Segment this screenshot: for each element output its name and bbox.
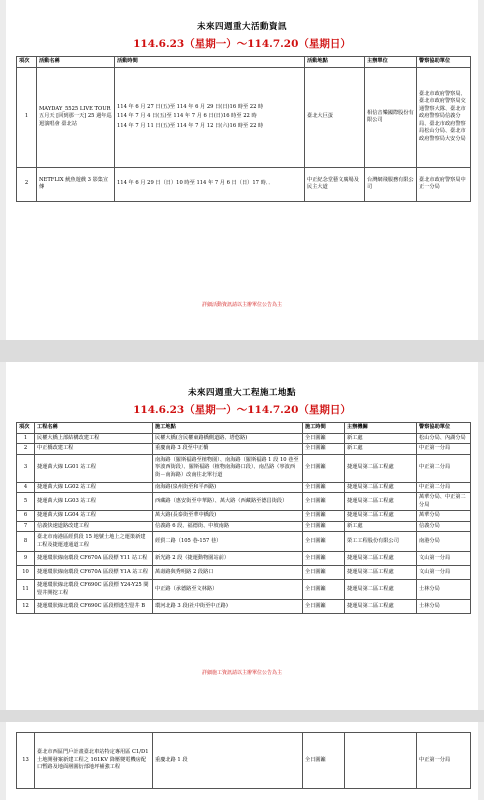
table-row: [17, 454, 471, 482]
works-table-body: [17, 433, 471, 614]
event-name: NETFLIX 魷魚遊戲 3 影集宣傳: [37, 167, 115, 201]
work-name: 捷運萬大線 LG01 站工程: [35, 454, 153, 482]
work-name: 中正橋改建工程: [35, 444, 153, 455]
work-organizer: 榮工工程股份有限公司: [345, 532, 417, 552]
work-name: 捷運萬大線 LG04 站工程: [35, 511, 153, 522]
work-police: 萬華分局: [417, 511, 471, 522]
header-cell: 警察協助單位: [417, 57, 471, 68]
row-number: 5: [17, 493, 35, 511]
header-cell: 項次: [17, 423, 35, 434]
header-cell: 警察協助單位: [417, 423, 471, 434]
work-organizer: 捷運局第二區工程處: [345, 482, 417, 493]
table-row: [17, 511, 471, 522]
work-organizer: 新工處: [345, 433, 417, 444]
events-title: 未來四週重大活動資訊: [196, 22, 287, 32]
header-cell: 工程名稱: [35, 423, 153, 434]
work-place: 西藏路（惠安街至中華路）、萬大路（西藏路至德昌街段）: [153, 493, 303, 511]
work-place: 重慶南路 3 段至中正橋: [153, 444, 303, 455]
work-police: 士林分局: [417, 600, 471, 614]
work-name: 捷運環狀線南環段 CF670A 區段標 Y11 站工程: [35, 552, 153, 566]
row-number: 10: [17, 566, 35, 580]
work-time: 全日圍籬: [303, 433, 345, 444]
work-organizer: 捷運局第二區工程處: [345, 566, 417, 580]
work-police: 松山分局、內湖分局: [417, 433, 471, 444]
work-organizer: 捷運局第二區工程處: [345, 493, 417, 511]
work-place: 南海路（羅斯福路至植物園）、南海路（羅斯福路 1 段 10 巷至寧波西街段）、羅斯福路（植物南海路口段）、南昌路（寧波西街－南海路）改南往北單行道: [153, 454, 303, 482]
work-time: 全日圍籬: [303, 733, 345, 789]
work-time: 全日圍籬: [303, 454, 345, 482]
work-place: 經貿二路（105 巷-157 巷）: [153, 532, 303, 552]
work-time: 全日圍籬: [303, 511, 345, 522]
row-number: 6: [17, 511, 35, 522]
work-police: 中正第一分局: [417, 444, 471, 455]
header-cell: 活動名稱: [37, 57, 115, 68]
row-number: 2: [17, 167, 37, 201]
event-police: 臺北市政府警察局、臺北市政府警察局交通警察大隊、臺北市政府警察局信義分局、臺北市政府警察局松山分局、臺北市政府警察局大安分局: [417, 67, 471, 167]
work-police: 南港分局: [417, 532, 471, 552]
work-police: 中正第一分局: [417, 733, 471, 789]
work-name: 信義快速道路改建工程: [35, 521, 153, 532]
work-name: 捷運萬大線 LG03 站工程: [35, 493, 153, 511]
table-row: [17, 67, 471, 167]
works-note: 詳細施工資訊請以主辦單位公告為主: [201, 670, 282, 676]
work-time: 全日圍籬: [303, 532, 345, 552]
work-place: 民權大橋(含民權東路橋側道路、塔悠路): [153, 433, 303, 444]
table-row: [17, 580, 471, 600]
work-place: 南海路(泉州街至和平西路): [153, 482, 303, 493]
work-name: 捷運萬大線 LG02 站工程: [35, 482, 153, 493]
work-organizer: 捷運局第二區工程處: [345, 454, 417, 482]
table-row: [17, 493, 471, 511]
row-number: 12: [17, 600, 35, 614]
event-name: MAYDAY_5525 LIVE TOUR 五月天 [回到那一天] 25 週年巡迴演唱會 臺北站: [37, 67, 115, 167]
header-cell: 施工時間: [303, 423, 345, 434]
work-place: 新光路 2 段（捷運動物園站前）: [153, 552, 303, 566]
work-time: 全日圍籬: [303, 600, 345, 614]
table-row: [17, 552, 471, 566]
work-time: 全日圍籬: [303, 552, 345, 566]
row-number: 11: [17, 580, 35, 600]
work-police: 中正第二分局: [417, 454, 471, 482]
works-continued-table: [16, 732, 471, 789]
header-cell: 活動時間: [115, 57, 305, 68]
work-place: 萬壽路與秀明路 2 段路口: [153, 566, 303, 580]
header-cell: 主辦機關: [345, 423, 417, 434]
event-place: 中正紀念堂藝文廣場及民主大道: [305, 167, 365, 201]
works-page: [6, 362, 478, 710]
works-date-range: 114.6.23（星期一）～114.7.20（星期日）: [133, 404, 351, 416]
work-place: 中正路（承德路至文林路）: [153, 580, 303, 600]
work-time: 全日圍籬: [303, 521, 345, 532]
work-police: 萬華分局、中正第二分局: [417, 493, 471, 511]
row-number: 1: [17, 67, 37, 167]
event-organizer: 相信音樂國際股份有限公司: [365, 67, 417, 167]
table-row: [17, 600, 471, 614]
header-cell: 施工地點: [153, 423, 303, 434]
work-police: 中正第二分局: [417, 482, 471, 493]
work-organizer: 新工處: [345, 521, 417, 532]
table-row: [17, 167, 471, 201]
work-time: 全日圍籬: [303, 566, 345, 580]
work-name: 臺北市西區門戶計畫臺北車站特定專用區 C1/D1 土地開發案新建工程之 161KV 降壓變電機房配口暫路及地面層圍衍部地坪補強工程: [35, 733, 153, 789]
events-date-range: 114.6.23（星期一）～114.7.20（星期日）: [133, 38, 351, 50]
row-number: 13: [17, 733, 35, 789]
event-time-line: 114 年 6 月 29 日（日）10 時至 114 年 7 月 6 日（日）17 時．．: [117, 180, 274, 187]
work-place: 萬大路(長泰街至華中橋段): [153, 511, 303, 522]
row-number: 9: [17, 552, 35, 566]
work-police: 信義分局: [417, 521, 471, 532]
events-table: [16, 56, 471, 202]
work-time: 全日圍籬: [303, 444, 345, 455]
table-row: [17, 482, 471, 493]
table-row: [17, 532, 471, 552]
work-name: 臺北市南港區經貿段 15 地號土地上之運策新建工程及捷運連通道工程: [35, 532, 153, 552]
work-organizer: 捷運局第二區工程處: [345, 600, 417, 614]
work-place: 信義路 6 段、福德街、中坡南路: [153, 521, 303, 532]
table-row: [17, 521, 471, 532]
work-organizer: 捷運局第二區工程處: [345, 552, 417, 566]
row-number: 4: [17, 482, 35, 493]
table-row: [17, 444, 471, 455]
header-cell: 活動地點: [305, 57, 365, 68]
table-row: [17, 566, 471, 580]
work-place: 環河北路 3 段(社中街至中正路): [153, 600, 303, 614]
work-police: 士林分局: [417, 580, 471, 600]
work-time: 全日圍籬: [303, 482, 345, 493]
work-organizer: 新工處: [345, 444, 417, 455]
events-header-row: [17, 57, 471, 68]
event-time-line: 114 年 7 月 4 日(五)至 114 年 7 月 6 日(日)16 時至 22 時: [117, 113, 257, 120]
event-organizer: 台灣網飛服務有限公司: [365, 167, 417, 201]
header-cell: 項次: [17, 57, 37, 68]
event-time-line: 114 年 7 月 11 日(五)至 114 年 7 月 12 日(六)16 時至 22 時: [117, 122, 264, 129]
work-organizer: [345, 733, 417, 789]
work-time: 全日圍籬: [303, 493, 345, 511]
works-header-row: [17, 423, 471, 434]
event-police: 臺北市政府警察局中正一分局: [417, 167, 471, 201]
header-cell: 主辦單位: [365, 57, 417, 68]
work-organizer: 捷運局第二區工程處: [345, 580, 417, 600]
row-number: 7: [17, 521, 35, 532]
event-time-line: 114 年 6 月 27 日(五)至 114 年 6 月 29 日(日)16 時至 22 時: [117, 103, 264, 110]
row-number: 8: [17, 532, 35, 552]
page-gap: [0, 710, 484, 722]
work-name: 捷運環狀線北環段 CF690C 區段標 Y24-Y25 間豎井開挖工程: [35, 580, 153, 600]
work-place: 重慶北路 1 段: [153, 733, 303, 789]
page-gap: [0, 340, 484, 362]
events-note: 詳細活動資訊請以主辦單位公告為主: [201, 302, 282, 308]
events-page: [6, 0, 478, 340]
table-row: [17, 733, 471, 789]
work-organizer: 捷運局第二區工程處: [345, 511, 417, 522]
table-row: [17, 433, 471, 444]
row-number: 2: [17, 444, 35, 455]
works-table: [16, 422, 471, 614]
row-number: 3: [17, 454, 35, 482]
works-continued-page: [6, 722, 478, 800]
work-name: 捷運環狀線北環段 CF690C 區段標逃生豎井 B: [35, 600, 153, 614]
work-name: 民權大橋上部結構改建工程: [35, 433, 153, 444]
work-police: 文山第一分局: [417, 566, 471, 580]
row-number: 1: [17, 433, 35, 444]
works-title: 未來四週重大工程施工地點: [187, 388, 296, 398]
event-place: 臺北大巨蛋: [305, 67, 365, 167]
work-name: 捷運環狀線南環段 CF670A 區段標 Y1A 站工程: [35, 566, 153, 580]
event-time: [115, 67, 305, 167]
work-police: 文山第一分局: [417, 552, 471, 566]
work-time: 全日圍籬: [303, 580, 345, 600]
event-time: [115, 167, 305, 201]
